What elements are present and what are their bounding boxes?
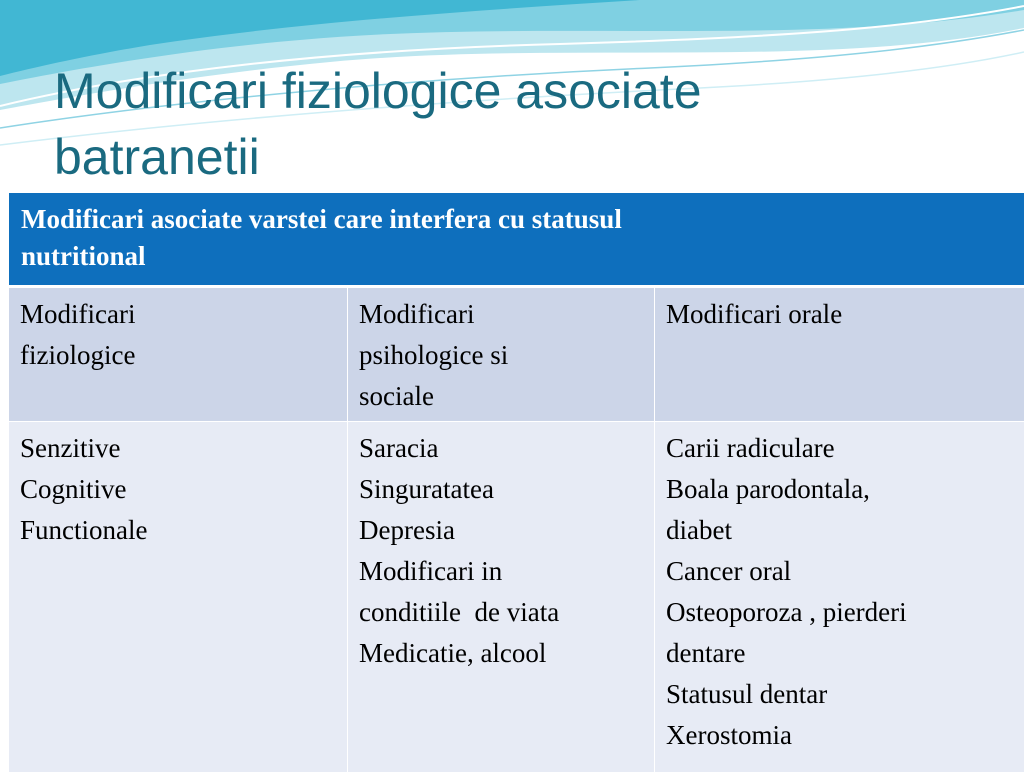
cell-line: Senzitive (20, 428, 337, 469)
cell-oral-items (655, 422, 1024, 773)
table-row (9, 287, 1024, 422)
cell-line: psihologice si (359, 335, 644, 376)
slide-title (54, 58, 1014, 190)
column-heading-oral (655, 287, 1024, 422)
cell-line: Functionale (20, 510, 337, 551)
cell-line: Xerostomia (666, 715, 1014, 756)
cell-line: Cognitive (20, 469, 337, 510)
cell-psychological-social-items (348, 422, 655, 773)
cell-line: Modificari in (359, 551, 644, 592)
cell-line: Saracia (359, 428, 644, 469)
table-header-cell (9, 193, 1024, 287)
cell-physiological-items (9, 422, 348, 773)
column-heading-physiological (9, 287, 348, 422)
cell-line: Carii radiculare (666, 428, 1014, 469)
cell-line: dentare (666, 633, 1014, 674)
slide-title-line-1: Modificari fiziologice asociate (54, 58, 1014, 124)
cell-line: fiziologice (20, 335, 337, 376)
nutrition-changes-table (8, 192, 1024, 773)
cell-line: Cancer oral (666, 551, 1014, 592)
slide-title-line-2: batranetii (54, 124, 1014, 190)
cell-line: Boala parodontala, (666, 469, 1014, 510)
cell-line: Modificari (359, 294, 644, 335)
cell-line: Modificari (20, 294, 337, 335)
cell-line: Modificari orale (666, 294, 1014, 335)
table-header-line-2: nutritional (21, 238, 1014, 275)
cell-line: Statusul dentar (666, 674, 1014, 715)
table-row (9, 422, 1024, 773)
cell-line: Osteoporoza , pierderi (666, 592, 1014, 633)
cell-line: Depresia (359, 510, 644, 551)
column-heading-psychological-social (348, 287, 655, 422)
cell-line: Medicatie, alcool (359, 633, 644, 674)
cell-line: Singuratatea (359, 469, 644, 510)
table-header-line-1: Modificari asociate varstei care interfera cu statusul (21, 201, 1014, 238)
cell-line: diabet (666, 510, 1014, 551)
cell-line: sociale (359, 376, 644, 417)
cell-line: conditiile de viata (359, 592, 644, 633)
table-header-row (9, 193, 1024, 287)
